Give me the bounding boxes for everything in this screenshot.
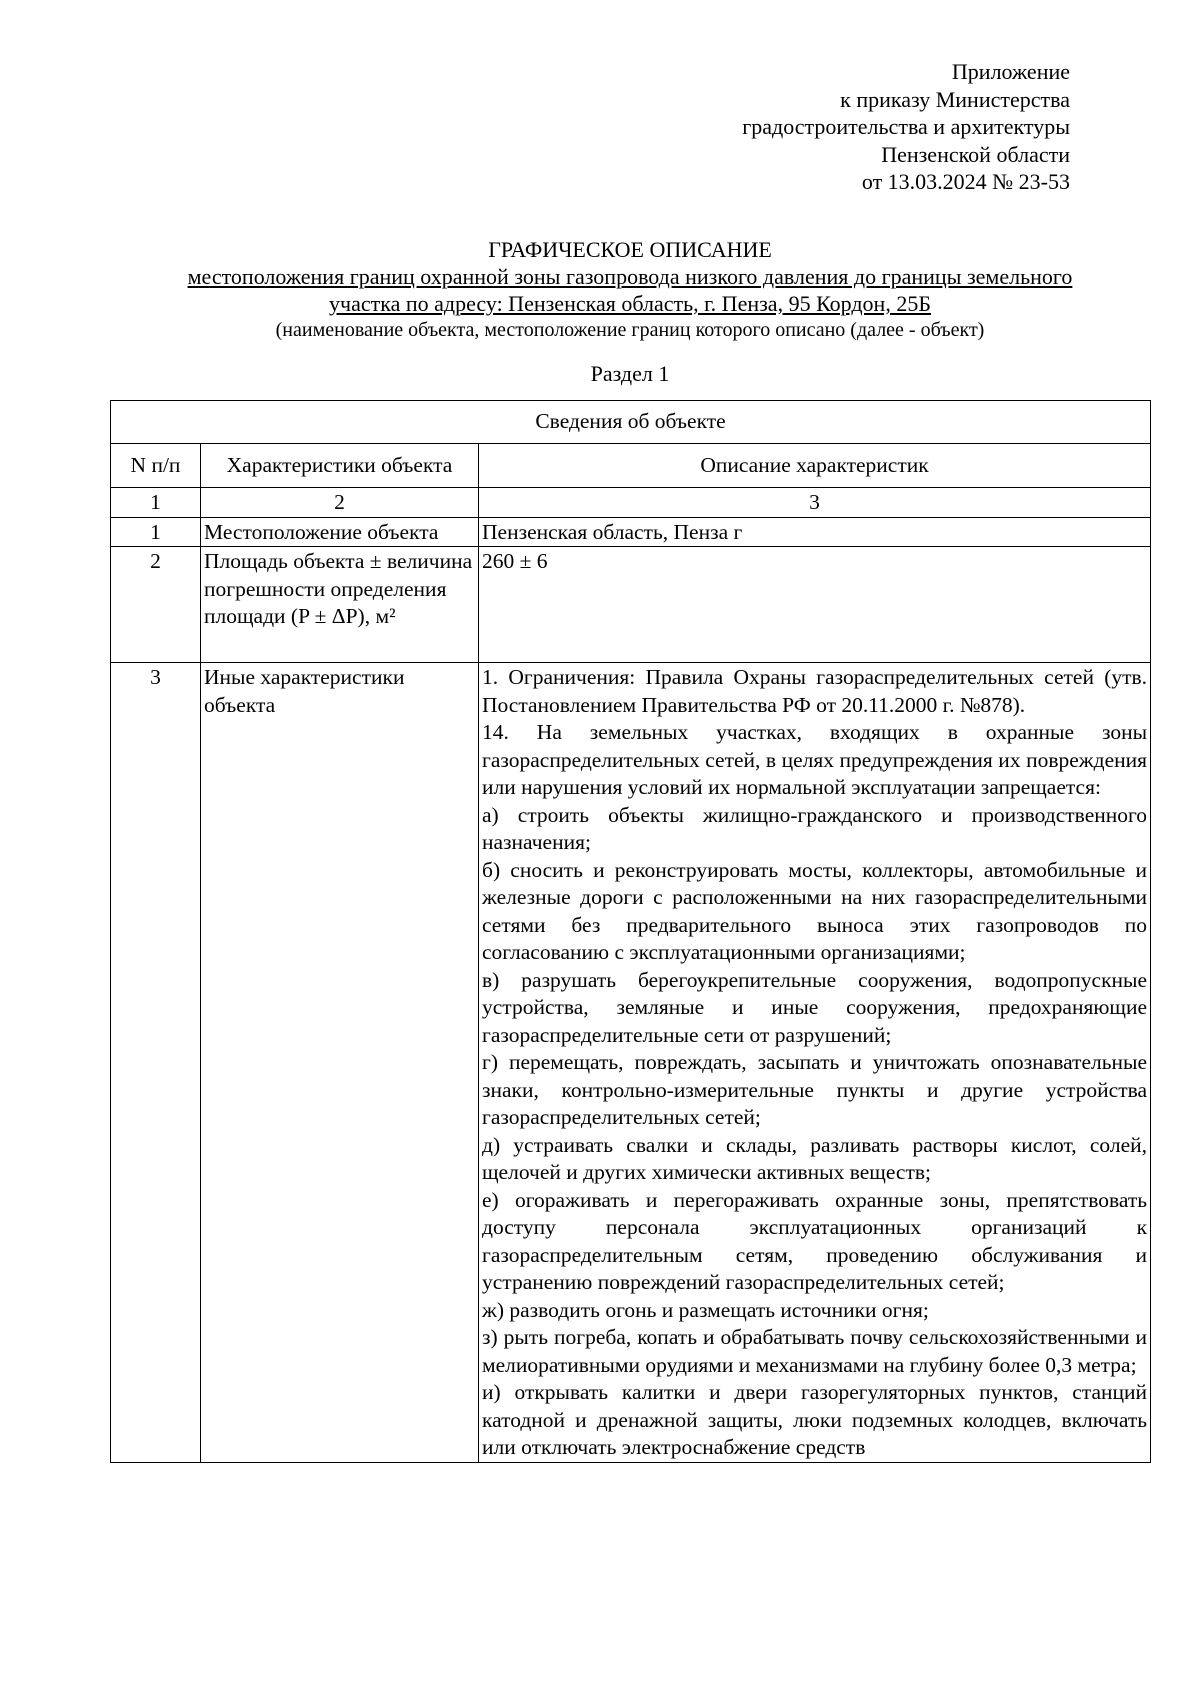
restriction-paragraph: г) перемещать, повреждать, засыпать и уничтожать опознавательные знаки, контрольно-измерительные пункты и другие устройства газораспределительных сетей; [482,1050,1148,1129]
section-label: Раздел 1 [590,361,670,386]
table-caption-row [111,401,1151,444]
restriction-paragraph: з) рыть погреба, копать и обрабатывать почву сельскохозяйственными и мелиоративными орудиями и механизмами на глубину более 0,3 метра; [482,1325,1148,1377]
row-number: 1 [111,517,201,547]
restriction-paragraph: б) сносить и реконструировать мосты, коллекторы, автомобильные и железные дороги с расположенными на них газораспределительными сетями без предварительного выноса этих газопроводов по согласованию с эксплуатационными организациями; [482,857,1148,964]
table-caption: Сведения об объекте [111,401,1151,444]
object-name-line: местоположения границ охранной зоны газопровода низкого давления до границы земельного [187,264,1073,289]
appendix-line: к приказу Министерства [840,86,1070,112]
restriction-paragraph: а) строить объекты жилищно-гражданского и производственного назначения; [482,802,1148,854]
column-number: 1 [111,488,201,518]
table-row [111,547,1151,663]
appendix-line: Пензенской области [881,141,1070,167]
row-characteristic: Иные характеристики объекта [201,663,479,1463]
restriction-paragraph: д) устраивать свалки и склады, разливать растворы кислот, солей, щелочей и других химически активных веществ; [482,1132,1148,1184]
column-number: 3 [479,488,1151,518]
column-number-row [111,488,1151,518]
restriction-paragraph: в) разрушать берегоукрепительные сооружения, водопропускные устройства, земляные и иные сооружения, предохраняющие газораспределительные сети от разрушений; [482,967,1148,1047]
appendix-line: Приложение [951,59,1070,84]
title-block [110,236,1150,387]
row-description: Пензенская область, Пенза г [479,517,1151,547]
appendix-header [742,58,1070,196]
row-description [479,663,1151,1463]
header-cell-description: Описание характеристик [479,444,1151,488]
object-caption: (наименование объекта, местоположение границ которого описано (далее - объект) [275,319,985,341]
document-title: ГРАФИЧЕСКОЕ ОПИСАНИЕ [488,237,772,262]
row-number: 3 [111,663,201,1463]
column-number: 2 [201,488,479,518]
object-info-table [110,400,1151,1463]
row-number: 2 [111,547,201,663]
restriction-paragraph: е) огораживать и перегораживать охранные зоны, препятствовать доступу персонала эксплуатационных организаций к газораспределительным сетям, проведению обслуживания и устранению повреждений газораспределительных сетей; [482,1187,1148,1294]
restriction-paragraph: 14. На земельных участках, входящих в охранные зоны газораспределительных сетей, в целях предупреждения их повреждения или нарушения условий их нормальной эксплуатации запрещается: [482,720,1148,799]
restriction-paragraph: и) открывать калитки и двери газорегуляторных пунктов, станций катодной и дренажной защиты, люки подземных колодцев, включать или отключать электроснабжение средств [482,1380,1148,1459]
appendix-line: градостроительства и архитектуры [742,114,1070,139]
object-name-line: участка по адресу: Пензенская область, г. Пенза, 95 Кордон, 25Б [329,291,931,316]
restriction-paragraph: 1. Ограничения: Правила Охраны газораспределительных сетей (утв. Постановлением Правительства РФ от 20.11.2000 г. №878). [482,665,1148,717]
header-cell-number: N п/п [111,444,201,488]
header-cell-characteristic: Характеристики объекта [201,444,479,488]
row-description: 260 ± 6 [479,547,1151,663]
appendix-line: от 13.03.2024 № 23-53 [861,169,1070,194]
table-row [111,517,1151,547]
table-header-row [111,444,1151,488]
row-characteristic: Площадь объекта ± величина погрешности определения площади (P ± ΔP), м² [201,547,479,663]
row-characteristic: Местоположение объекта [201,517,479,547]
object-name [110,263,1150,317]
restriction-paragraph: ж) разводить огонь и размещать источники огня; [482,1297,929,1322]
table-row [111,663,1151,1463]
